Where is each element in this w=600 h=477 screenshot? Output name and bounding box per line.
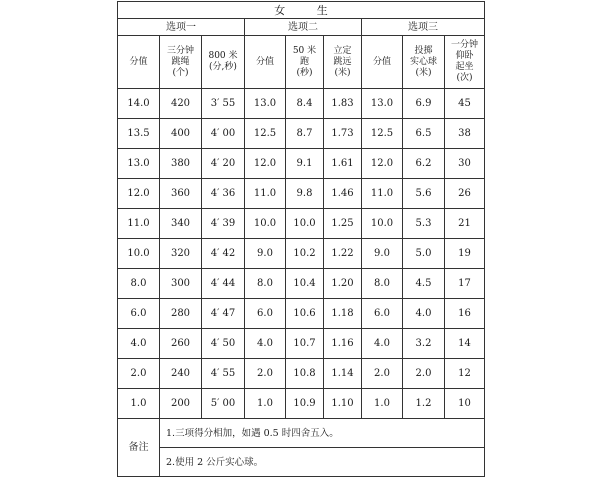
table-cell: 4.0 [118,329,160,359]
header-option1-col1: 分值 [118,36,160,89]
table-cell: 5.6 [403,179,445,209]
table-cell: 420 [160,89,202,119]
table-cell: 11.0 [362,179,403,209]
header-option2-col2: 50 米 跑 (秒) [286,36,324,89]
table-cell: 10.7 [286,329,324,359]
table-row [118,239,485,269]
table-cell: 1.16 [324,329,362,359]
table-cell: 10.2 [286,239,324,269]
table-row [118,179,485,209]
table-cell: 13.5 [118,119,160,149]
score-sheet [117,1,484,468]
table-cell: 280 [160,299,202,329]
table-cell: 1.61 [324,149,362,179]
table-cell: 12.0 [118,179,160,209]
table-cell: 1.10 [324,389,362,419]
table-cell: 3′ 55 [202,89,245,119]
table-cell: 1.73 [324,119,362,149]
table-cell: 1.22 [324,239,362,269]
table-cell: 380 [160,149,202,179]
table-cell: 2.0 [362,359,403,389]
table-cell: 1.0 [245,389,286,419]
table-cell: 6.0 [118,299,160,329]
header-option3-col2: 投掷 实心球 (米) [403,36,445,89]
table-cell: 12.5 [245,119,286,149]
table-row [118,149,485,179]
table-cell: 1.25 [324,209,362,239]
table-cell: 1.0 [362,389,403,419]
table-cell: 10.8 [286,359,324,389]
table-cell: 1.2 [403,389,445,419]
table-cell: 12.5 [362,119,403,149]
header-option1-col3: 800 米 (分,秒) [202,36,245,89]
table-cell: 2.0 [245,359,286,389]
table-cell: 6.5 [403,119,445,149]
table-cell: 9.1 [286,149,324,179]
table-cell: 1.18 [324,299,362,329]
table-cell: 4.0 [403,299,445,329]
table-cell: 400 [160,119,202,149]
table-cell: 4′ 36 [202,179,245,209]
table-cell: 14 [445,329,485,359]
table-cell: 11.0 [118,209,160,239]
table-cell: 30 [445,149,485,179]
header-option3-col1: 分值 [362,36,403,89]
table-cell: 1.83 [324,89,362,119]
table-cell: 13.0 [118,149,160,179]
table-cell: 10.9 [286,389,324,419]
table-cell: 10.0 [286,209,324,239]
group-option-3: 选项三 [362,19,485,36]
table-cell: 4′ 55 [202,359,245,389]
table-cell: 17 [445,269,485,299]
table-cell: 9.0 [362,239,403,269]
note-label: 备注 [118,419,160,477]
table-cell: 5′ 00 [202,389,245,419]
table-cell: 4′ 39 [202,209,245,239]
table-cell: 4′ 00 [202,119,245,149]
table-cell: 10.4 [286,269,324,299]
table-cell: 2.0 [118,359,160,389]
table-cell: 5.3 [403,209,445,239]
table-row [118,389,485,419]
table-row [118,209,485,239]
table-cell: 10.0 [362,209,403,239]
table-cell: 21 [445,209,485,239]
table-cell: 11.0 [245,179,286,209]
table-cell: 12.0 [245,149,286,179]
table-cell: 4′ 47 [202,299,245,329]
group-option-2: 选项二 [245,19,362,36]
table-cell: 2.0 [403,359,445,389]
header-option2-col3: 立定 跳远 (米) [324,36,362,89]
table-row [118,359,485,389]
table-row [118,89,485,119]
table-cell: 38 [445,119,485,149]
table-row [118,329,485,359]
table-cell: 12.0 [362,149,403,179]
table-cell: 4′ 44 [202,269,245,299]
table-cell: 3.2 [403,329,445,359]
header-option2-col1: 分值 [245,36,286,89]
table-row [118,299,485,329]
table-cell: 26 [445,179,485,209]
table-cell: 19 [445,239,485,269]
table-cell: 1.0 [118,389,160,419]
table-cell: 12 [445,359,485,389]
table-cell: 340 [160,209,202,239]
table-cell: 1.20 [324,269,362,299]
table-cell: 8.0 [118,269,160,299]
table-cell: 10.0 [118,239,160,269]
table-cell: 1.14 [324,359,362,389]
table-cell: 6.0 [245,299,286,329]
table-row [118,119,485,149]
table-cell: 4.0 [362,329,403,359]
table-cell: 4′ 50 [202,329,245,359]
table-cell: 4.5 [403,269,445,299]
table-cell: 8.7 [286,119,324,149]
table-cell: 360 [160,179,202,209]
table-cell: 10.6 [286,299,324,329]
table-cell: 6.2 [403,149,445,179]
table-cell: 14.0 [118,89,160,119]
table-cell: 240 [160,359,202,389]
table-cell: 45 [445,89,485,119]
note-line-2: 2.使用 2 公斤实心球。 [160,448,485,477]
table-cell: 4.0 [245,329,286,359]
header-row [118,36,485,89]
table-cell: 13.0 [362,89,403,119]
table-cell: 6.9 [403,89,445,119]
table-cell: 10 [445,389,485,419]
table-cell: 8.0 [362,269,403,299]
table-cell: 16 [445,299,485,329]
table-cell: 320 [160,239,202,269]
table-cell: 13.0 [245,89,286,119]
table-cell: 10.0 [245,209,286,239]
table-cell: 8.0 [245,269,286,299]
table-cell: 6.0 [362,299,403,329]
table-cell: 1.46 [324,179,362,209]
table-cell: 5.0 [403,239,445,269]
header-option3-col3: 一分钟 仰卧 起坐 (次) [445,36,485,89]
table-cell: 8.4 [286,89,324,119]
score-table [117,1,485,477]
table-cell: 300 [160,269,202,299]
table-cell: 4′ 42 [202,239,245,269]
table-cell: 9.8 [286,179,324,209]
header-option1-col2: 三分钟 跳绳 (个) [160,36,202,89]
table-cell: 4′ 20 [202,149,245,179]
note-line-1: 1.三项得分相加，如遇 0.5 时四舍五入。 [160,419,485,448]
table-cell: 9.0 [245,239,286,269]
table-title: 女 生 [118,2,485,19]
table-row [118,269,485,299]
table-cell: 260 [160,329,202,359]
group-option-1: 选项一 [118,19,245,36]
table-cell: 200 [160,389,202,419]
